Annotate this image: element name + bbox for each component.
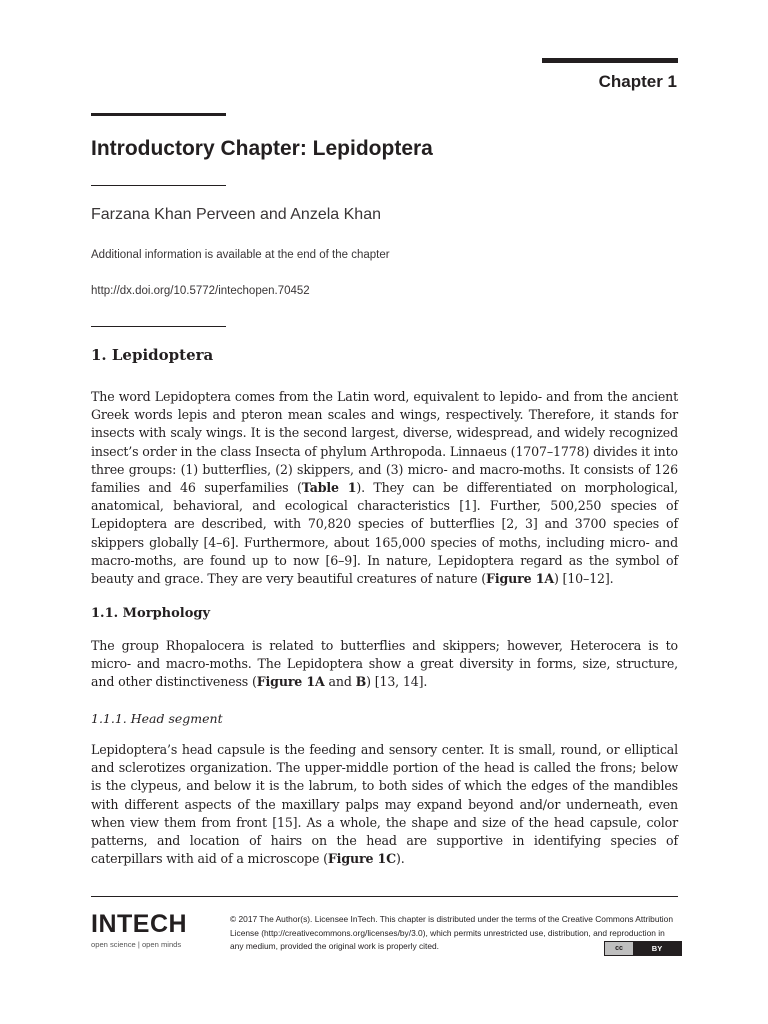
section-heading-morphology: 1.1. Morphology (91, 606, 211, 621)
license-text: © 2017 The Author(s). Licensee InTech. This chapter is distributed under the terms of the Creative Commons Attribution License (http://creativecommons.org/licenses/by/3.0), which permits unrestricted use, distribution, and reproduction in any medium, provided the original work is properly cited. (230, 914, 673, 951)
text-run: The word Lepidoptera comes from the Latin word, equivalent to lepido- and from the ancient Greek words lepis and pteron mean scales and wings, respectively. Therefore, it stands for insects with scaly wings. It is the second largest, diverse, widespread, and widely recognized insect’s order in the class Insecta of phylum Arthropoda. Linnaeus (1707–1778) divides it into three groups: (1) butterflies, (2) skippers, and (3) micro- and macro-moths. It consists of 126 families and 46 superfamilies ( (91, 389, 678, 496)
figure-ref[interactable]: B (355, 674, 367, 690)
text-run: ). They can be differentiated on morphological, anatomical, behavioral, and ecological characteristics [1]. Further, 500,250 species of Lepidoptera are described, with 70,820 species of butterflies [2, 3] and 3700 species of skippers globally [4–6]. Furthermore, about 165,000 species of moths, including micro- and macro-moths, are found up to now [6–9]. In nature, Lepidoptera regard as the symbol of beauty and grace. They are very beautiful creatures of nature ( (91, 480, 678, 587)
cc-icon: cc (605, 942, 633, 955)
paragraph-morphology (91, 637, 678, 692)
footer-rule (91, 896, 678, 897)
authors: Farzana Khan Perveen and Anzela Khan (91, 206, 381, 223)
logo-tagline: open science | open minds (91, 940, 182, 949)
chapter-title: Introductory Chapter: Lepidoptera (91, 137, 433, 160)
additional-info: Additional information is available at the end of the chapter (91, 249, 390, 261)
table-ref[interactable]: Table 1 (301, 480, 357, 496)
figure-ref[interactable]: Figure 1A (256, 674, 325, 690)
figure-ref[interactable]: Figure 1A (486, 571, 554, 587)
paragraph-head-segment (91, 741, 678, 868)
doi-rule (91, 326, 226, 327)
text-run: ) [13, 14]. (366, 674, 428, 690)
header-rule (542, 58, 678, 63)
section-heading-head-segment: 1.1.1. Head segment (91, 711, 223, 726)
doi-link[interactable]: http://dx.doi.org/10.5772/intechopen.70452 (91, 285, 310, 297)
cc-by-badge[interactable] (604, 941, 682, 956)
text-run: ) [10–12]. (553, 571, 614, 587)
text-run: The group Rhopalocera is related to butterflies and skippers; however, Heterocera is to micro- and macro-moths. The Lepidoptera show a great diversity in forms, size, structure, and other distinctiveness ( (91, 638, 678, 690)
text-run: and (324, 674, 356, 690)
intech-logo: INTECH (91, 910, 188, 938)
figure-ref[interactable]: Figure 1C (327, 851, 397, 867)
cc-by-label: BY (633, 942, 681, 955)
section-heading-lepidoptera: 1. Lepidoptera (91, 346, 214, 364)
title-top-rule (91, 113, 226, 116)
text-run: ). (396, 851, 405, 867)
chapter-label: Chapter 1 (598, 72, 677, 91)
text-run: Lepidoptera’s head capsule is the feeding and sensory center. It is small, round, or elliptical and sclerotizes organization. The upper-middle portion of the head is called the frons; below is the clypeus, and below it is the labrum, to both sides of which the edges of the mandibles with different aspects of the maxillary palps may expand beyond and/or underneath, even when view them from front [15]. As a whole, the shape and size of the head capsule, color patterns, and location of hairs on the head are supportive in identifying species of caterpillars with aid of a microscope ( (91, 742, 678, 867)
paragraph-lepidoptera (91, 388, 678, 588)
title-bottom-rule (91, 185, 226, 186)
